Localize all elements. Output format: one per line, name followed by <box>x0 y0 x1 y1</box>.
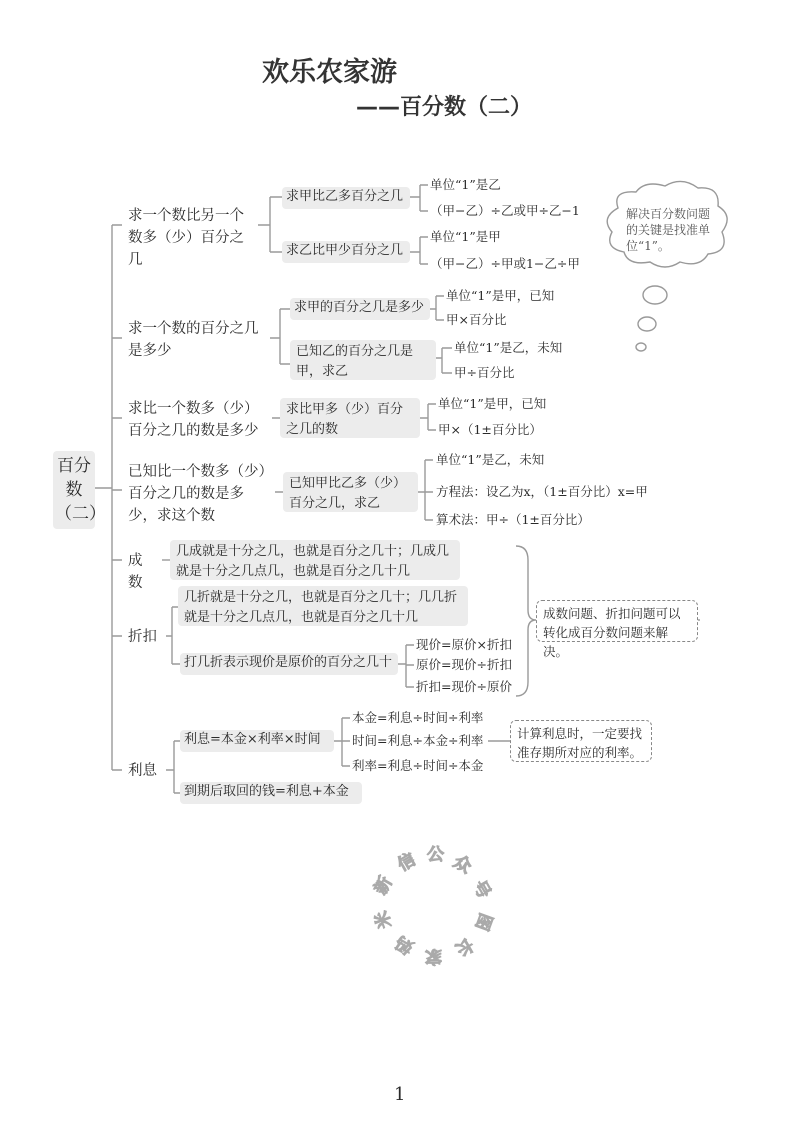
b1-s2-line-2: （甲−乙）÷甲或1−乙÷甲 <box>430 256 580 271</box>
b7-sub-1: 利息=本金×利率×时间 <box>180 730 334 752</box>
stamp-char: 新 <box>370 873 397 899</box>
cloud-text: 解决百分数问题的关键是找准单位“1”。 <box>626 207 711 253</box>
root-topic <box>53 451 106 529</box>
page-number: 1 <box>394 1084 406 1105</box>
b1-sub-1: 求甲比乙多百分之几 <box>282 187 410 209</box>
b2-s2-line-2: 甲÷百分比 <box>454 365 515 380</box>
stamp-char: 图 <box>470 910 496 934</box>
stamp-char: 家 <box>425 946 442 966</box>
branch-6: 折扣 <box>122 624 166 650</box>
b5-sub-1: 几成就是十分之几，也就是百分之几十；几成几就是十分之几点几，也就是百分之几十几 <box>170 540 460 580</box>
b2-s2-line-1: 单位“1”是乙，未知 <box>454 340 563 355</box>
branch-1: 求一个数比另一个数多（少）百分之几 <box>122 203 258 249</box>
branch-5: 成数 <box>122 548 162 574</box>
stamp-char: 米 <box>371 908 397 932</box>
note-discount: 成数问题、折扣问题可以转化成百分数问题来解决。 <box>536 600 698 642</box>
page-subtitle: ——百分数（二） <box>356 95 533 120</box>
b2-s1-line-1: 单位“1”是甲，已知 <box>446 288 555 303</box>
note-interest: 计算利息时，一定要找准存期所对应的利率。 <box>510 720 652 762</box>
b6-sub-2: 打几折表示现价是原价的百分之几十 <box>180 653 398 675</box>
b6-line-3: 折扣=现价÷原价 <box>416 679 512 694</box>
b3-sub-1: 求比甲多（少）百分之几的数 <box>280 398 420 438</box>
branch-2: 求一个数的百分之几是多少 <box>122 316 270 362</box>
b6-line-1: 现价=原价×折扣 <box>416 637 512 652</box>
b1-s2-line-1: 单位“1”是甲 <box>430 229 501 244</box>
b3-s1-line-2: 甲×（1±百分比） <box>438 422 542 437</box>
b6-sub-1: 几折就是十分之几，也就是百分之几十；几几折就是十分之几点几，也就是百分之几十几 <box>178 586 468 626</box>
b4-s1-line-2: 方程法：设乙为x，（1±百分比）x=甲 <box>436 484 648 499</box>
stamp-char: 公 <box>427 845 444 865</box>
root-label: 百分数（二） <box>55 456 106 524</box>
branch-3: 求比一个数多（少）百分之几的数是多少 <box>122 396 272 442</box>
b1-sub-2: 求乙比甲少百分之几 <box>282 241 410 263</box>
b1-s1-line-1: 单位“1”是乙 <box>430 177 501 192</box>
b1-s1-line-2: （甲−乙）÷乙或甲÷乙−1 <box>430 203 580 218</box>
branch-7: 利息 <box>122 758 166 784</box>
stamp-char: 信 <box>394 849 420 876</box>
b7-line-1: 本金=利息÷时间÷利率 <box>352 710 484 725</box>
page-title: 欢乐农家游 <box>262 57 397 88</box>
b7-line-3: 利率=利息÷时间÷本金 <box>352 758 484 773</box>
stamp-watermark <box>365 838 495 968</box>
stamp-char: 长 <box>451 933 477 960</box>
b6-line-2: 原价=现价÷折扣 <box>416 657 512 672</box>
b4-sub-1: 已知甲比乙多（少）百分之几，求乙 <box>283 472 418 512</box>
b2-s1-line-2: 甲×百分比 <box>446 312 507 327</box>
stamp-char: 妈 <box>392 931 418 958</box>
b2-sub-1: 求甲的百分之几是多少 <box>290 298 430 320</box>
b7-line-2: 时间=利息÷本金÷利率 <box>352 733 484 748</box>
b2-sub-2: 已知乙的百分之几是甲，求乙 <box>290 340 436 380</box>
branch-4: 已知比一个数多（少）百分之几的数是多少，求这个数 <box>122 459 275 527</box>
b3-s1-line-1: 单位“1”是甲，已知 <box>438 396 547 411</box>
stamp-char: 众 <box>449 851 475 878</box>
b7-sub-2: 到期后取回的钱=利息+本金 <box>180 782 362 804</box>
b4-s1-line-1: 单位“1”是乙，未知 <box>436 452 545 467</box>
stamp-char: 号 <box>468 877 495 903</box>
b4-s1-line-3: 算术法：甲÷（1±百分比） <box>436 512 590 527</box>
